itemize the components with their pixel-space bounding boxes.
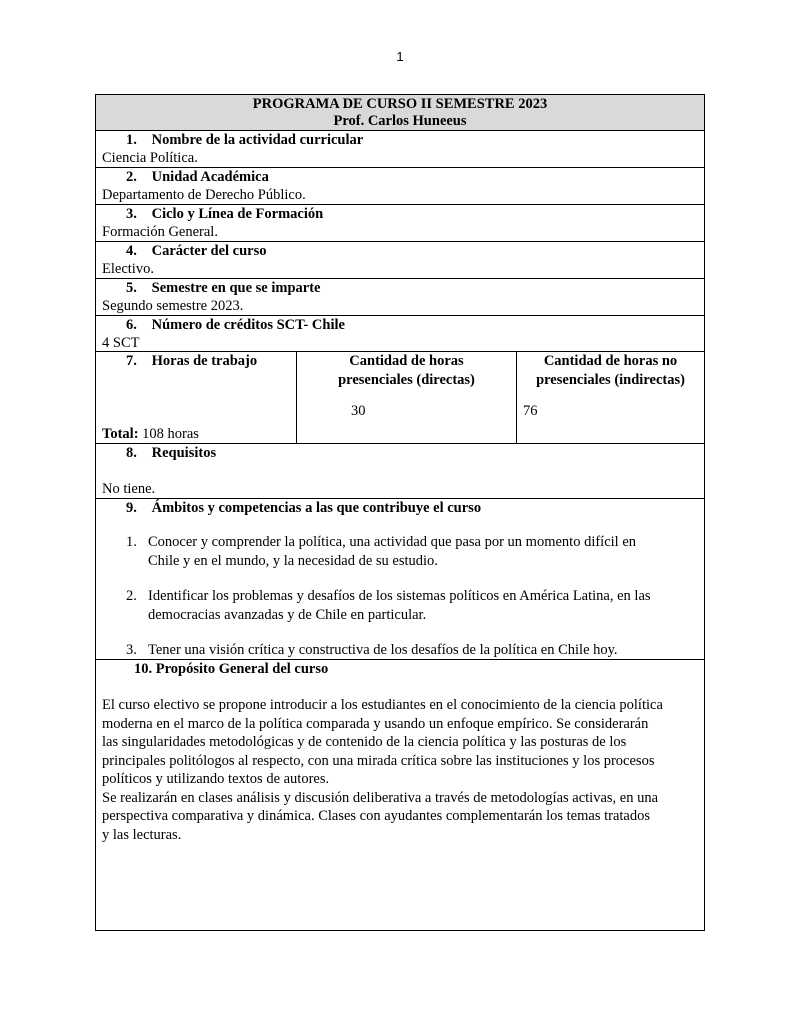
section-6 [96,315,704,351]
section-8-requirements [96,443,704,498]
section-heading: 8. Requisitos [126,445,217,461]
list-item: 2. Identificar los problemas y desafíos de los sistemas políticos en América Latina, en las democracias avanzadas y de Chile en particular. [126,588,651,623]
section-value: Ciencia Política. [102,150,198,166]
section-4 [96,241,704,278]
section-heading: 2. Unidad Académica [126,169,269,185]
direct-hours-cell [296,352,516,443]
section-heading: 1. Nombre de la actividad curricular [126,132,364,148]
program-header [96,95,704,130]
section-value: Segundo semestre 2023. [102,298,244,314]
purpose-text: El curso electivo se propone introducir a los estudiantes en el conocimiento de la ciencia política moderna en el marco de la política comparada y usando un enfoque empírico. Se considerarán las singularidades metodológicas y de contenido de la ciencia política y las posturas de los principales politólogos al respecto, con una mirada crítica sobre las instituciones y los procesos políticos y utilizando textos de autores. Se realizarán en clases análisis y discusión deliberativa a través de metodologías activas, en una perspectiva comparativa y dinámica. Clases con ayudantes complementarán los temas tratados y las lecturas. [102,697,663,843]
hours-label-cell [96,352,296,443]
section-heading: 3. Ciclo y Línea de Formación [126,206,324,222]
section-3 [96,204,704,241]
page-number: 1 [396,49,404,64]
section-value: Electivo. [102,261,154,277]
section-7-hours [96,351,704,443]
section-2 [96,167,704,204]
section-heading: 5. Semestre en que se imparte [126,280,321,296]
indirect-hours-value: 76 [523,403,538,419]
section-heading: 4. Carácter del curso [126,243,267,259]
direct-hours-value: 30 [351,403,366,419]
section-value: Departamento de Derecho Público. [102,187,306,203]
section-heading: 10. Propósito General del curso [134,661,329,677]
list-item: 1. Conocer y comprender la política, una actividad que pasa por un momento difícil en Chile y en el mundo, y la necesidad de su estudio. [126,534,637,569]
section-heading: 6. Número de créditos SCT- Chile [126,317,345,333]
competency-list [96,533,704,660]
section-heading: 7. Horas de trabajo [126,353,258,369]
list-item: 3. Tener una visión crítica y constructiva de los desafíos de la política en Chile hoy. [126,642,618,658]
section-value: Formación General. [102,224,218,240]
indirect-hours-header: Cantidad de horas no presenciales (indirectas) [536,353,685,388]
section-5 [96,278,704,315]
section-heading: 9. Ámbitos y competencias a las que contribuye el curso [126,500,482,516]
direct-hours-header: Cantidad de horas presenciales (directas) [338,353,475,388]
section-10-purpose [96,659,704,930]
total-hours: Total: 108 horas [102,426,199,442]
section-1 [96,130,704,167]
section-value: No tiene. [102,481,156,497]
course-program-table [95,94,705,931]
section-value: 4 SCT [102,335,140,351]
program-title: PROGRAMA DE CURSO II SEMESTRE 2023 [252,96,548,112]
section-9-competencies [96,498,704,659]
professor-name: Prof. Carlos Huneeus [333,113,467,129]
indirect-hours-cell [516,352,704,443]
